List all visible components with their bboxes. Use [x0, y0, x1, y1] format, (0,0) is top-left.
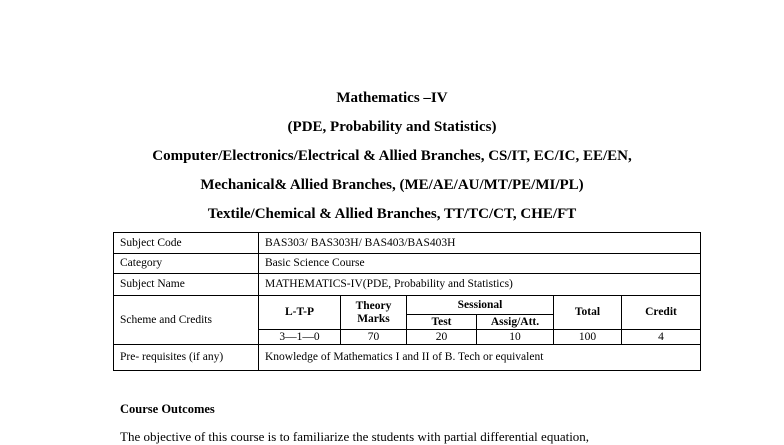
category-value: Basic Science Course [259, 254, 701, 274]
test-header: Test [407, 315, 477, 330]
total-value: 100 [554, 330, 622, 345]
course-outcomes-text: The objective of this course is to familiarize the students with partial differential equation, [120, 429, 590, 444]
theory-marks-header [341, 296, 407, 330]
theory-value: 70 [341, 330, 407, 345]
course-subtitle: (PDE, Probability and Statistics) [287, 119, 497, 135]
category-label: Category [114, 254, 259, 274]
branches-line-1: Computer/Electronics/Electrical & Allied Branches, CS/IT, EC/IC, EE/EN, [152, 148, 632, 164]
theory-header-line2: Marks [357, 312, 390, 325]
ltp-header: L-T-P [259, 296, 341, 330]
credit-header: Credit [622, 296, 701, 330]
table-row [114, 233, 701, 254]
course-outcomes-title: Course Outcomes [120, 402, 215, 416]
course-info-table [113, 232, 701, 371]
table-row [114, 254, 701, 274]
subject-name-label: Subject Name [114, 274, 259, 296]
branches-line-2: Mechanical& Allied Branches, (ME/AE/AU/MT/PE/MI/PL) [200, 177, 584, 193]
assig-value: 10 [477, 330, 554, 345]
subject-code-value: BAS303/ BAS303H/ BAS403/BAS403H [259, 233, 701, 254]
theory-header-line1: Theory [355, 299, 392, 312]
ltp-value: 3—1—0 [259, 330, 341, 345]
test-value: 20 [407, 330, 477, 345]
table-row [114, 345, 701, 371]
scheme-label: Scheme and Credits [114, 296, 259, 345]
branches-line-3: Textile/Chemical & Allied Branches, TT/TC/CT, CHE/FT [207, 206, 577, 222]
total-header: Total [554, 296, 622, 330]
subject-name-value: MATHEMATICS-IV(PDE, Probability and Statistics) [259, 274, 701, 296]
table-row [114, 274, 701, 296]
table-row [114, 296, 701, 315]
assig-header: Assig/Att. [477, 315, 554, 330]
credit-value: 4 [622, 330, 701, 345]
course-title: Mathematics –IV [336, 90, 448, 106]
subject-code-label: Subject Code [114, 233, 259, 254]
prereq-label: Pre- requisites (if any) [114, 345, 259, 371]
sessional-header: Sessional [407, 296, 554, 315]
prereq-value: Knowledge of Mathematics I and II of B. Tech or equivalent [259, 345, 701, 371]
